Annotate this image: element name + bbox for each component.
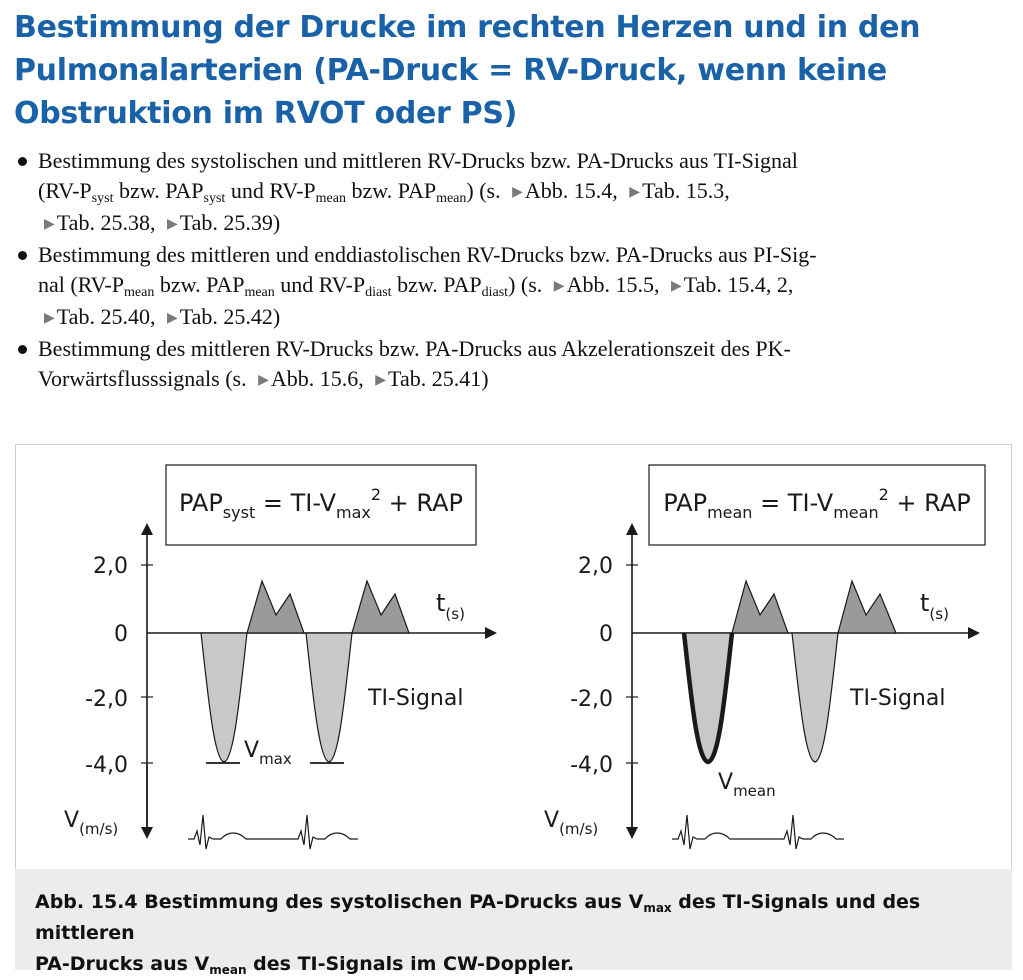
reference-arrow-icon: ▶ [166,311,178,326]
ecg-trace [188,815,358,849]
bullet-text: und RV-P [225,178,316,203]
vmax-label: $V_{max}$ [244,738,292,768]
cross-reference-link[interactable]: Tab. 25.40, [56,304,156,329]
doppler-diagram [16,445,1011,869]
subscript: mean [315,191,346,206]
forward-flow-peak [732,581,788,633]
caption-text: des TI-Signals im CW-Doppler. [246,953,575,975]
subscript: mean [124,285,155,300]
reference-arrow-icon: ▶ [670,279,682,294]
forward-flow-peak [352,581,409,633]
subscript: mean [244,285,275,300]
cross-reference-link[interactable]: Tab. 25.41) [388,366,489,391]
ti-signal-label: TI-Signal [850,686,946,711]
forward-flow-peak [838,581,896,633]
bullet-text: (RV-P [38,178,92,203]
bullet-text: ) (s. [466,178,501,203]
cross-reference-link[interactable]: Tab. 25.38, [56,210,156,235]
formula-syst: $PAP_{syst} = TI-V_{max}^2$ + RAP [178,485,464,522]
ecg-trace [672,815,844,849]
reference-arrow-icon: ▶ [512,185,523,200]
cross-reference-link[interactable]: Tab. 15.3, [642,178,730,203]
subscript: diast [365,285,392,300]
tick-label: 2,0 [578,554,613,579]
cross-reference-link[interactable]: Tab. 25.42) [179,304,281,329]
ti-signal-lobe [201,633,247,762]
x-axis-label: $t_{(s)}$ [436,589,465,623]
bullet-list [10,146,1000,396]
reference-arrow-icon: ▶ [258,373,269,388]
bullet-text-line1: Bestimmung des systolischen und mittleren RV-Drucks bzw. PA-Drucks aus TI-Signal [38,148,798,173]
cross-reference-link[interactable]: Tab. 15.4, 2, [683,272,794,297]
bullet-text: bzw. PAP [113,178,204,203]
list-item [10,334,1000,396]
caption-text: Abb. 15.4 Bestimmung des systolischen PA-Drucks aus V [35,891,644,913]
bullet-text: bzw. PAP [346,178,437,203]
cross-reference-link[interactable]: Abb. 15.5, [566,272,660,297]
reference-arrow-icon: ▶ [166,217,178,232]
list-item [10,240,1000,334]
tick-label: 0 [114,622,128,647]
bullet-text: ) (s. [508,272,543,297]
x-axis-label: $t_{(s)}$ [920,589,949,623]
bullet-text: Vorwärtsflusssignals (s. [38,366,247,391]
reference-arrow-icon: ▶ [629,185,641,200]
bullet-text-line1: Bestimmung des mittleren RV-Drucks bzw. PA-Drucks aus Akzelerationszeit des PK- [38,336,791,361]
bullet-text: und RV-P [274,272,366,297]
bullet-text-line1: Bestimmung des mittleren und enddiastolischen RV-Drucks bzw. PA-Drucks aus PI-Sig- [38,242,817,267]
reference-arrow-icon: ▶ [44,311,55,326]
cross-reference-link[interactable]: Abb. 15.6, [270,366,364,391]
reference-arrow-icon: ▶ [375,373,387,388]
tick-label: 2,0 [93,554,128,579]
list-item [10,146,1000,240]
caption-text: des TI-Signals und des mittleren [35,891,921,944]
subscript: max [643,901,672,915]
formula-mean: $PAP_{mean} = TI-V_{mean}^2$ + RAP [663,485,971,522]
bullet-text: nal (RV-P [38,272,125,297]
ti-signal-label: TI-Signal [368,686,464,711]
caption-text: PA-Drucks aus V [35,953,210,975]
subscript: mean [209,963,247,977]
bullet-text: bzw. PAP [154,272,245,297]
section-heading: Bestimmung der Drucke im rechten Herzen und in den Pulmonalarterien (PA-Druck = RV-Druck, wenn keine Obstruktion im RVOT oder PS) [14,10,921,131]
ti-signal-lobe [792,633,838,762]
forward-flow-peak [247,581,304,633]
subscript: syst [91,191,114,206]
y-axis-label: $V_{(m/s)}$ [64,808,119,838]
subscript: syst [203,191,226,206]
ti-signal-lobe [306,633,352,762]
doppler-figure [15,444,1012,870]
vmean-label: $V_{mean}$ [718,770,776,800]
reference-arrow-icon: ▶ [44,217,55,232]
tick-label: -4,0 [570,753,613,778]
right-panel [544,465,985,849]
reference-arrow-icon: ▶ [553,279,565,294]
figure-caption [15,869,1012,977]
tick-label: -2,0 [85,687,128,712]
cross-reference-link[interactable]: Tab. 25.39) [179,210,281,235]
tick-label: 0 [599,622,613,647]
cross-reference-link[interactable]: Abb. 15.4, [524,178,618,203]
subscript: diast [481,285,509,300]
y-axis-label: $V_{(m/s)}$ [544,808,599,838]
tick-label: -2,0 [570,687,613,712]
left-panel [64,465,491,849]
subscript: mean [436,191,467,206]
bullet-text: bzw. PAP [391,272,482,297]
tick-label: -4,0 [85,753,128,778]
